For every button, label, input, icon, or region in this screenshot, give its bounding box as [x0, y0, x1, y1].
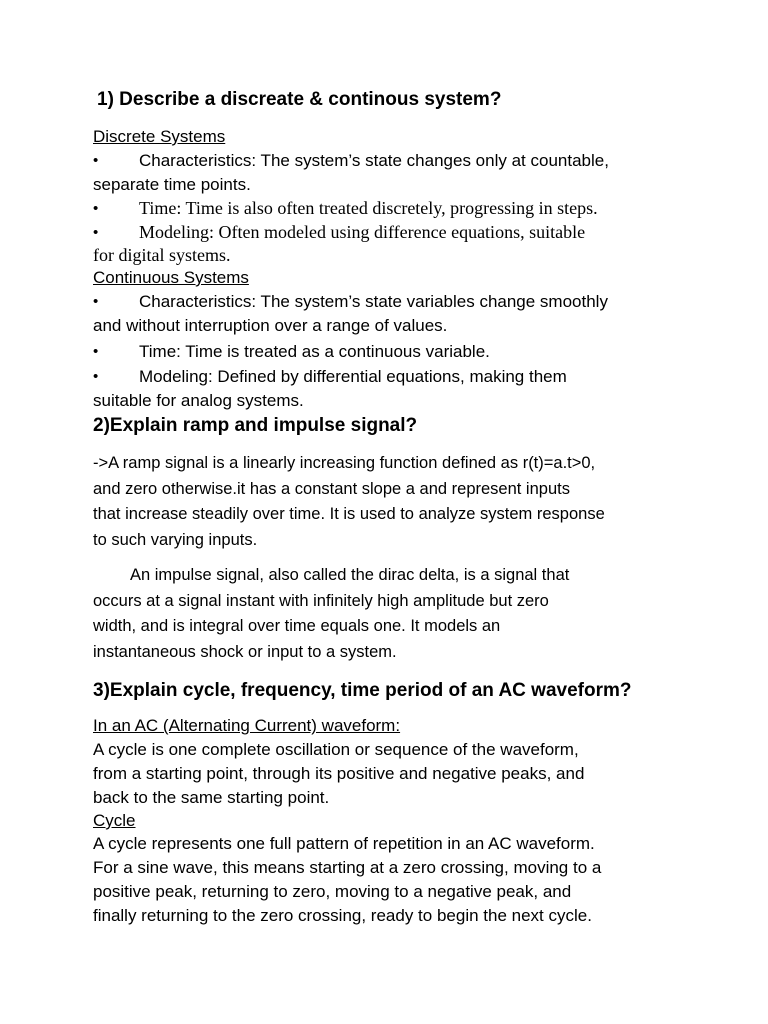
bullet-icon: •: [93, 368, 99, 385]
bullet-icon: •: [93, 152, 99, 169]
ac-waveform-title: In an AC (Alternating Current) waveform:: [93, 716, 401, 735]
bullet-icon: •: [93, 343, 99, 360]
q1-heading: 1) Describe a discreate & continous system?: [97, 89, 502, 110]
q2-heading: 2)Explain ramp and impulse signal?: [93, 415, 418, 436]
discrete-systems-title: Discrete Systems: [93, 127, 226, 146]
cycle-title: Cycle: [93, 811, 136, 830]
continuous-systems-title: Continuous Systems: [93, 268, 249, 287]
bullet-icon: •: [93, 200, 99, 217]
bullet-icon: •: [93, 293, 99, 310]
q3-heading: 3)Explain cycle, frequency, time period of an AC waveform?: [93, 680, 632, 701]
bullet-icon: •: [93, 224, 99, 241]
